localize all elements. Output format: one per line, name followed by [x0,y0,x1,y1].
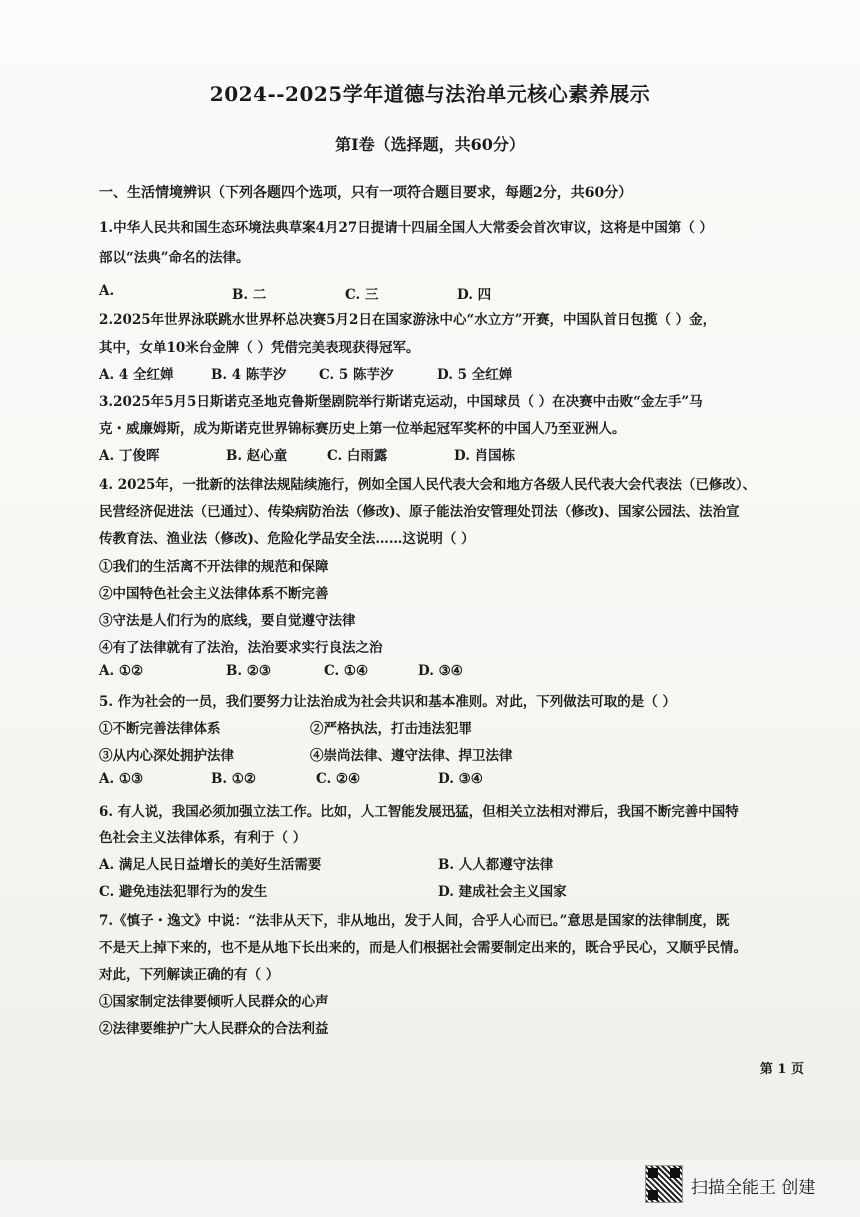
question-1-option-a: A. [99,283,115,299]
qr-code-icon [645,1165,683,1203]
question-6-option-a: A. 满足人民日益增长的美好生活需要 [99,857,322,873]
question-6-line-2: 色社会主义法律体系，有利于（ ） [99,830,307,846]
question-3-line-2: 克・威廉姆斯，成为斯诺克世界锦标赛历史上第一位举起冠军奖杯的中国人乃至亚洲人。 [99,421,626,437]
question-2-line-1: 2.2025年世界泳联跳水世界杯总决赛5月2日在国家游泳中心“水立方”开赛，中国队首日包揽（ ）金， [99,312,717,328]
question-6-option-c: C. 避免违法犯罪行为的发生 [99,884,268,900]
question-7-item-2: ②法律要维护广大人民群众的合法利益 [99,1021,329,1037]
question-5-option-b: B. ①② [211,771,257,787]
question-4-line-3: 传教育法、渔业法（修改)、危险化学品安全法……这说明（ ） [99,531,475,547]
question-2-option-b: B. 4 陈芋汐 [211,367,287,383]
question-3-option-d: D. 肖国栋 [454,448,516,464]
section-heading: 一、生活情境辨识（下列各题四个选项，只有一项符合题目要求，每题2分，共60分） [99,185,633,201]
question-2-option-a: A. 4 全红婵 [99,367,174,383]
question-5-option-a: A. ①③ [99,771,144,787]
question-3-option-b: B. 赵心童 [226,448,288,464]
page-number: 第 1 页 [759,1062,804,1077]
question-4-item-3: ③守法是人们行为的底线，要自觉遵守法律 [99,613,356,629]
question-5-item-4: ④崇尚法律、遵守法律、捍卫法律 [310,748,513,764]
exam-title: 2024--2025学年道德与法治单元核心素养展示 [209,82,651,106]
question-4-item-2: ②中国特色社会主义法律体系不断完善 [99,586,329,602]
question-7-line-2: 不是天上掉下来的，也不是从地下长出来的，而是人们根据社会需要制定出来的，既合乎民心，又顺乎民情。 [99,940,747,956]
question-4-option-a: A. ①② [99,663,144,679]
question-3-option-c: C. 白雨露 [327,448,388,464]
question-4-option-c: C. ①④ [324,663,369,679]
question-2-option-c: C. 5 陈芋汐 [319,367,394,383]
question-5-line-1: 5. 作为社会的一员，我们要努力让法治成为社会共识和基本准则。对此，下列做法可取的是（ ） [99,694,676,710]
question-7-line-3: 对此，下列解读正确的有（ ） [99,967,280,983]
question-1-option-b: B. 二 [232,287,267,303]
question-7-item-1: ①国家制定法律要倾听人民群众的心声 [99,994,329,1010]
question-4-item-1: ①我们的生活离不开法律的规范和保障 [99,559,329,575]
question-5-option-d: D. ③④ [438,771,483,787]
question-4-option-d: D. ③④ [418,663,463,679]
question-6-option-b: B. 人人都遵守法律 [438,857,554,873]
question-1-option-c: C. 三 [345,287,379,303]
question-6-option-d: D. 建成社会主义国家 [438,884,567,900]
question-2-option-d: D. 5 全红婵 [437,367,513,383]
question-5-item-2: ②严格执法，打击违法犯罪 [310,721,472,737]
question-5-option-c: C. ②④ [316,771,361,787]
question-3-line-1: 3.2025年5月5日斯诺克圣地克鲁斯堡剧院举行斯诺克运动，中国球员（ ）在决赛中击败“金左手”马 [99,394,703,410]
scanner-brand-text: 扫描全能王 创建 [691,1178,816,1198]
question-4-line-1: 4. 2025年，一批新的法律法规陆续施行，例如全国人民代表大会和地方各级人民代表大会代表法（已修改）、 [99,477,757,493]
exam-subtitle: 第Ⅰ卷（选择题，共60分） [335,135,525,154]
question-5-item-3: ③从内心深处拥护法律 [99,748,234,764]
question-4-line-2: 民营经济促进法（已通过）、传染病防治法（修改)、原子能法治安管理处罚法（修改)、国家公园法、法治宣 [99,504,740,520]
question-4-item-4: ④有了法律就有了法治，法治要求实行良法之治 [99,640,383,656]
question-1-option-d: D. 四 [457,287,492,303]
question-5-item-1: ①不断完善法律体系 [99,721,221,737]
question-6-line-1: 6. 有人说，我国必须加强立法工作。比如，人工智能发展迅猛，但相关立法相对滞后，我国不断完善中国特 [99,804,739,820]
question-2-line-2: 其中，女单10米台金牌（ ）凭借完美表现获得冠军。 [99,340,420,356]
question-4-option-b: B. ②③ [226,663,272,679]
question-1-line-1: 1.中华人民共和国生态环境法典草案4月27日提请十四届全国人大常委会首次审议，这将是中国第（ ） [99,220,713,236]
scanner-watermark [645,1163,845,1203]
question-7-line-1: 7.《慎子・逸文》中说：“法非从天下，非从地出，发于人间，合乎人心而已。”意思是国家的法律制度，既 [99,913,730,929]
question-1-line-2: 部以“法典”命名的法律。 [99,250,250,266]
question-3-option-a: A. 丁俊晖 [99,448,160,464]
